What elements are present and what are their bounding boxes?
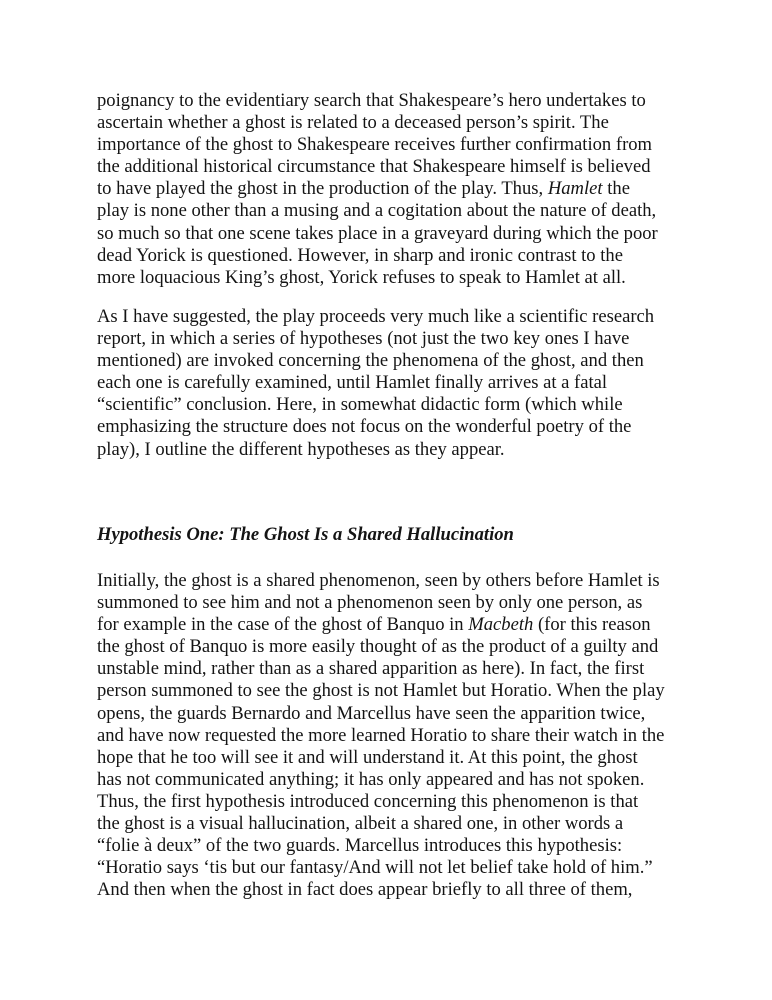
text-line: play), I outline the different hypotheses as they appear. (97, 438, 505, 460)
text-line: importance of the ghost to Shakespeare receives further confirmation from (97, 134, 653, 156)
italic-title-hamlet: Hamlet (547, 178, 603, 200)
text-line: has not communicated anything; it has only appeared and has not spoken. (97, 768, 645, 790)
text-line: each one is carefully examined, until Hamlet finally arrives at a fatal (97, 372, 608, 394)
text-line (97, 178, 658, 200)
text-line: opens, the guards Bernardo and Marcellus have seen the apparition twice, (97, 702, 646, 724)
text-line: “folie à deux” of the two guards. Marcellus introduces this hypothesis: (97, 835, 623, 857)
text-line: person summoned to see the ghost is not Hamlet but Horatio. When the play (97, 680, 665, 702)
text-line: dead Yorick is questioned. However, in sharp and ironic contrast to the (97, 244, 623, 266)
text-line: mentioned) are invoked concerning the phenomena of the ghost, and then (97, 350, 644, 372)
body-paragraph-2 (97, 306, 654, 461)
text-line: report, in which a series of hypotheses (not just the two key ones I have (97, 328, 630, 350)
text-segment: to have played the ghost in the production of the play. Thus, (97, 178, 544, 200)
text-line: more loquacious King’s ghost, Yorick refuses to speak to Hamlet at all. (97, 266, 626, 288)
text-line: “scientific” conclusion. Here, in somewhat didactic form (which while (97, 394, 623, 416)
text-line: emphasizing the structure does not focus on the wonderful poetry of the (97, 416, 632, 438)
text-segment: the (607, 178, 630, 200)
text-line: so much so that one scene takes place in a graveyard during which the poor (97, 222, 658, 244)
text-line (97, 614, 665, 636)
text-line: poignancy to the evidentiary search that Shakespeare’s hero undertakes to (97, 90, 646, 111)
text-line: And then when the ghost in fact does appear briefly to all three of them, (97, 879, 633, 901)
text-line: and have now requested the more learned Horatio to share their watch in the (97, 724, 665, 746)
text-line: the ghost of Banquo is more easily thought of as the product of a guilty and (97, 636, 659, 658)
text-line: As I have suggested, the play proceeds very much like a scientific research (97, 306, 655, 327)
body-paragraph-1 (97, 90, 658, 289)
italic-title-macbeth: Macbeth (468, 614, 534, 636)
text-line: the additional historical circumstance that Shakespeare himself is believed (97, 156, 651, 178)
text-line: summoned to see him and not a phenomenon seen by only one person, as (97, 592, 643, 614)
text-line: “Horatio says ‘tis but our fantasy/And will not let belief take hold of him.” (97, 857, 653, 879)
body-paragraph-3 (97, 570, 665, 901)
text-line: unstable mind, rather than as a shared apparition as here). In fact, the first (97, 658, 645, 680)
section-heading: Hypothesis One: The Ghost Is a Shared Hallucination (97, 524, 514, 545)
text-line: Thus, the first hypothesis introduced concerning this phenomenon is that (97, 790, 639, 812)
text-segment: (for this reason (537, 614, 651, 636)
text-line: hope that he too will see it and will understand it. At this point, the ghost (97, 746, 638, 768)
text-line: ascertain whether a ghost is related to a deceased person’s spirit. The (97, 112, 609, 134)
text-segment: for example in the case of the ghost of Banquo in (97, 614, 464, 636)
text-line: play is none other than a musing and a cogitation about the nature of death, (97, 200, 657, 222)
text-line: Initially, the ghost is a shared phenomenon, seen by others before Hamlet is (97, 570, 660, 591)
text-line: the ghost is a visual hallucination, albeit a shared one, in other words a (97, 813, 624, 835)
